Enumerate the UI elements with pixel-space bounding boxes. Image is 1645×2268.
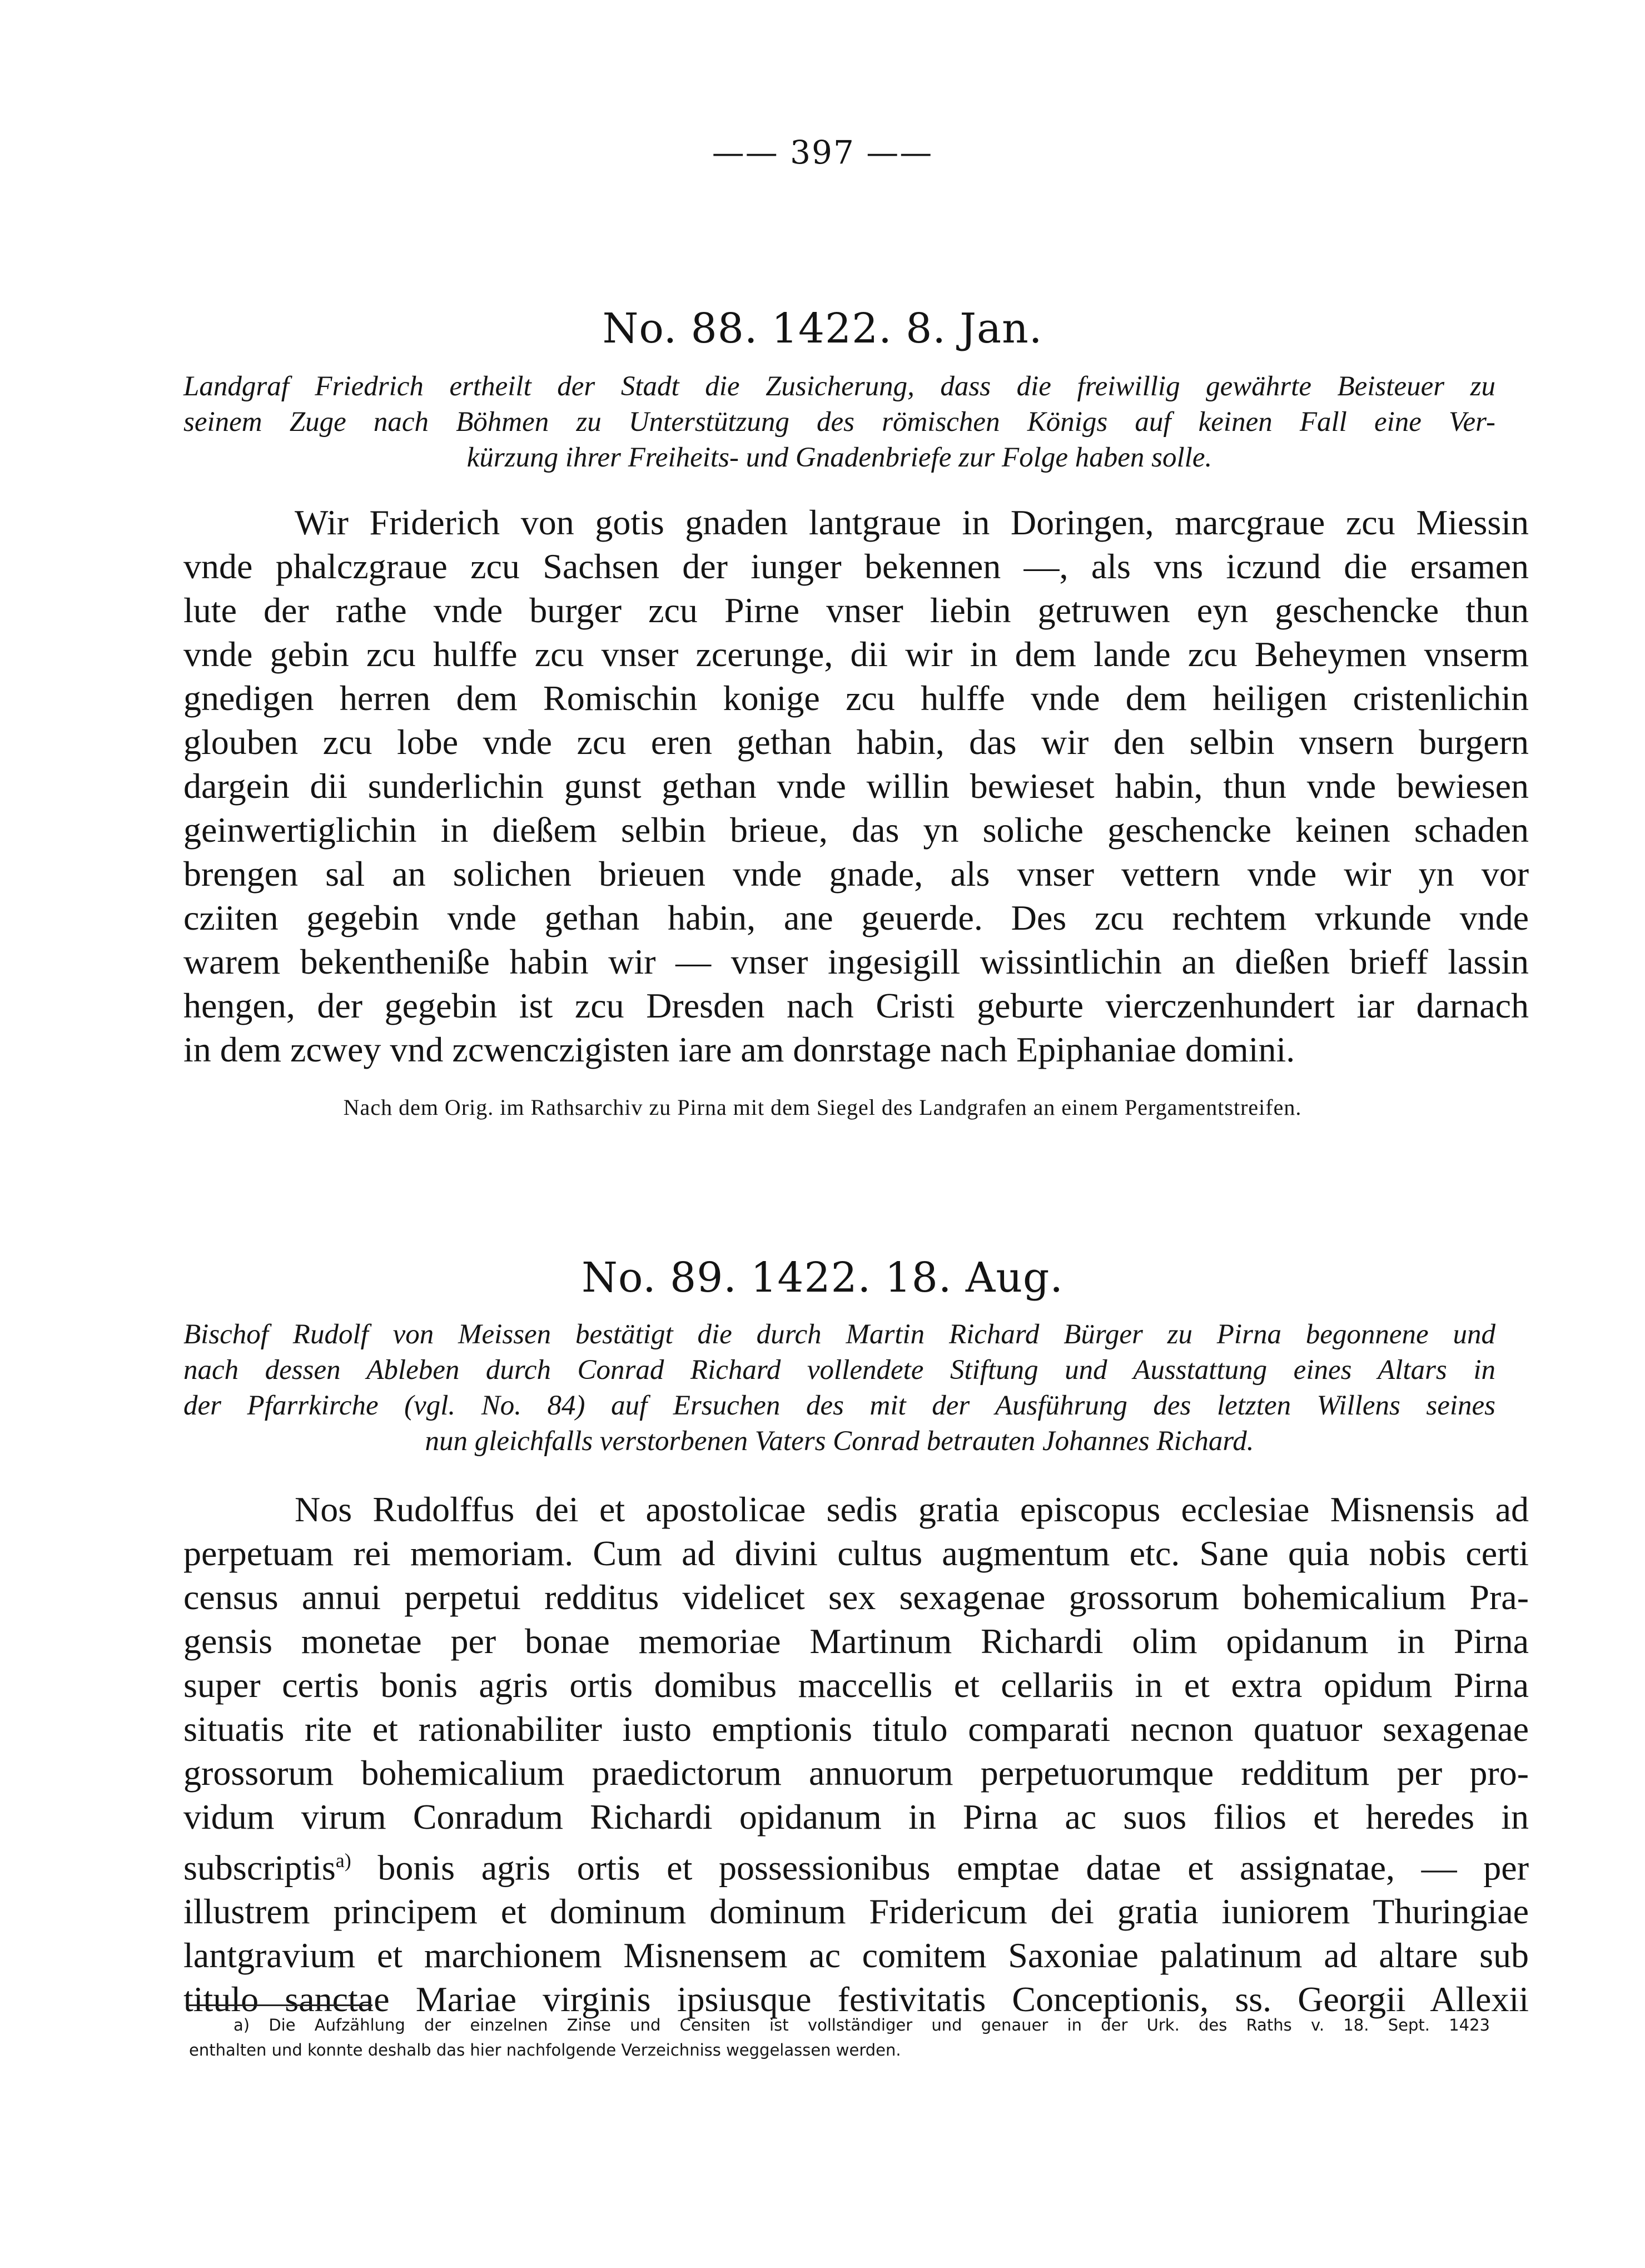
footnote-line: a) Die Aufzählung der einzelnen Zinse und Censiten ist vollständiger und genauer in der Urk. des Raths v. 18. Sept. 1423 <box>233 2016 1490 2034</box>
text-line: hengen, der gegebin ist zcu Dresden nach Cristi geburte vierczenhundert iar darnach <box>183 986 1529 1025</box>
text-line: glouben zcu lobe vnde zcu eren gethan habin, das wir den selbin vnsern burgern <box>183 722 1529 762</box>
text-line: super certis bonis agris ortis domibus maccellis et cellariis in et extra opidum Pirna <box>183 1665 1529 1705</box>
text-line: brengen sal an solichen brieuen vnde gnade, als vnser vettern vnde wir yn vor <box>183 854 1529 894</box>
text-line: grossorum bohemicalium praedictorum annuorum perpetuorumque redditum per pro- <box>183 1753 1529 1793</box>
text-line: Nos Rudolffus dei et apostolicae sedis gratia episcopus ecclesiae Misnensis ad <box>295 1490 1529 1529</box>
footnote-divider <box>189 2004 372 2006</box>
text-fragment: subscriptis <box>183 1848 336 1888</box>
summary-line: kürzung ihrer Freiheits- und Gnadenbriefe zur Folge haben solle. <box>466 442 1212 473</box>
text-line: warem bekentheniße habin wir — vnser ingesigill wissintlichin an dießen brieff lassin <box>183 942 1529 981</box>
entry-heading: No. 89. 1422. 18. Aug. <box>582 1254 1063 1302</box>
text-line: dargein dii sunderlichin gunst gethan vnde willin bewieset habin, thun vnde bewiesen <box>183 766 1529 806</box>
source-note: Nach dem Orig. im Rathsarchiv zu Pirna mit dem Siegel des Landgrafen an einem Pergamentstreifen. <box>343 1095 1302 1120</box>
entry-summary <box>183 369 1495 475</box>
page-number: —— 397 —— <box>712 133 933 171</box>
text-line: Wir Friderich von gotis gnaden lantgraue in Doringen, marcgraue zcu Miessin <box>295 503 1529 542</box>
text-line: vnde gebin zcu hulffe zcu vnser zcerunge, dii wir in dem lande zcu Beheymen vnserm <box>183 634 1529 674</box>
text-line: gnedigen herren dem Romischin konige zcu hulffe vnde dem heiligen cristenlichin <box>183 678 1529 718</box>
text-line: in dem zcwey vnd zcwenczigisten iare am donrstage nach Epiphaniae domini. <box>183 1030 1295 1069</box>
text-line: geinwertiglichin in dießem selbin brieue, das yn soliche geschencke keinen schaden <box>183 810 1529 850</box>
text-line: vnde phalczgraue zcu Sachsen der iunger bekennen —, als vns iczund die ersamen <box>183 547 1529 586</box>
text-line: situatis rite et rationabiliter iusto emptionis titulo comparati necnon quatuor sexagenae <box>183 1709 1529 1749</box>
text-line: gensis monetae per bonae memoriae Martinum Richardi olim opidanum in Pirna <box>183 1621 1529 1661</box>
text-line: vidum virum Conradum Richardi opidanum in Pirna ac suos filios et heredes in <box>183 1797 1529 1837</box>
footnote-line: enthalten und konnte deshalb das hier nachfolgende Verzeichniss weggelassen werden. <box>189 2041 901 2059</box>
text-line: lute der rathe vnde burger zcu Pirne vnser liebin getruwen eyn geschencke thun <box>183 590 1529 630</box>
summary-line: nach dessen Ableben durch Conrad Richard vollendete Stiftung und Ausstattung eines Altars in <box>183 1354 1495 1386</box>
text-line: cziiten gegebin vnde gethan habin, ane geuerde. Des zcu rechtem vrkunde vnde <box>183 898 1529 937</box>
summary-line: Bischof Rudolf von Meissen bestätigt die durch Martin Richard Bürger zu Pirna begonnene und <box>183 1319 1495 1350</box>
text-line: illustrem principem et dominum dominum Fridericum dei gratia iuniorem Thuringiae <box>183 1892 1529 1932</box>
text-line: perpetuam rei memoriam. Cum ad divini cultus augmentum etc. Sane quia nobis certi <box>183 1533 1529 1573</box>
text-line: census annui perpetui redditus videlicet sex sexagenae grossorum bohemicalium Pra- <box>183 1577 1529 1617</box>
text-line <box>183 1839 1529 1889</box>
charter-text <box>183 500 1529 1071</box>
charter-text <box>183 1487 1529 2021</box>
text-line: lantgravium et marchionem Misnensem ac comitem Saxoniae palatinum ad altare sub <box>183 1936 1529 1976</box>
summary-line: seinem Zuge nach Böhmen zu Unterstützung des römischen Königs auf keinen Fall eine Ver- <box>183 406 1495 438</box>
summary-line: der Pfarrkirche (vgl. No. 84) auf Ersuchen des mit der Ausführung des letzten Willens seines <box>183 1390 1495 1421</box>
entry-summary <box>183 1317 1495 1459</box>
text-fragment: bonis agris ortis et possessionibus emptae datae et assignatae, — per <box>377 1848 1529 1888</box>
entry-heading: No. 88. 1422. 8. Jan. <box>602 305 1043 353</box>
footnote-marker: a) <box>335 1849 351 1872</box>
summary-line: nun gleichfalls verstorbenen Vaters Conrad betrauten Johannes Richard. <box>425 1426 1254 1457</box>
footnote <box>189 2013 1490 2063</box>
summary-line: Landgraf Friedrich ertheilt der Stadt die Zusicherung, dass die freiwillig gewährte Beisteuer zu <box>183 371 1495 402</box>
text-line: titulo sanctae Mariae virginis ipsiusque festivitatis Conceptionis, ss. Georgii Allexii <box>183 1979 1529 2019</box>
